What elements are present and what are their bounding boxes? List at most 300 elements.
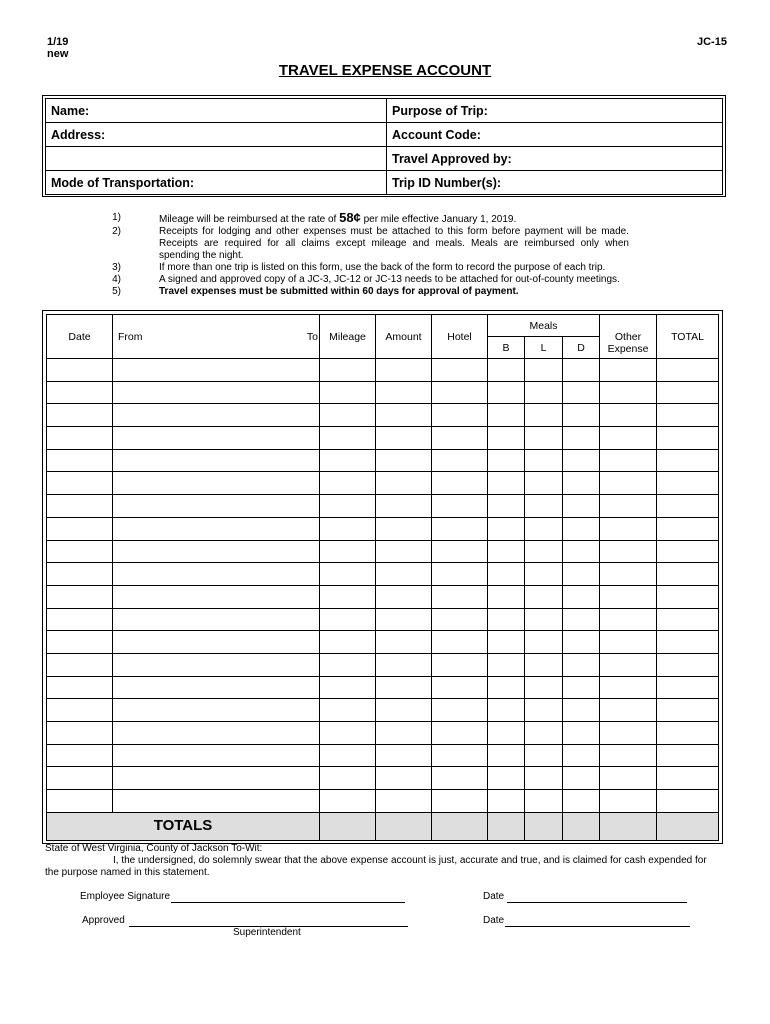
date-cell[interactable] [47,767,113,790]
expense-row [47,767,719,790]
amount-cell[interactable] [376,495,432,518]
other-expense-cell[interactable] [600,427,657,450]
dinner-total-cell[interactable] [563,812,600,840]
expense-row [47,608,719,631]
other-expense-cell[interactable] [600,699,657,722]
breakfast-cell[interactable] [488,517,525,540]
lunch-cell[interactable] [525,631,563,654]
mileage-cell[interactable] [320,790,376,813]
expense-row [47,517,719,540]
other-expense-total-cell[interactable] [600,812,657,840]
expense-row [47,449,719,472]
revision-date: 1/19 [47,36,69,48]
expense-row [47,404,719,427]
dinner-cell[interactable] [563,744,600,767]
lunch-cell[interactable] [525,767,563,790]
from-to-cell[interactable] [113,495,320,518]
note-line: Receipts are required for all claims except mileage and meals. Meals are reimbursed only when [159,238,629,249]
mileage-column-header: Mileage [320,315,376,359]
dinner-cell[interactable] [563,404,600,427]
date-cell[interactable] [47,472,113,495]
trip-info-row [46,99,723,123]
mileage-cell[interactable] [320,608,376,631]
date-column-header: Date [47,315,113,359]
mileage-cell[interactable] [320,585,376,608]
mileage-cell[interactable] [320,495,376,518]
trip-info-table [45,98,723,195]
mileage-cell[interactable] [320,427,376,450]
other-expense-cell[interactable] [600,563,657,586]
totals-label: TOTALS [47,812,320,840]
date-cell[interactable] [47,540,113,563]
total-cell[interactable] [657,767,719,790]
mileage-cell[interactable] [320,722,376,745]
total-cell[interactable] [657,540,719,563]
amount-cell[interactable] [376,381,432,404]
breakfast-cell[interactable] [488,608,525,631]
expense-row [47,585,719,608]
grand-total-cell[interactable] [657,812,719,840]
total-cell[interactable] [657,563,719,586]
from-to-cell[interactable] [113,472,320,495]
amount-cell[interactable] [376,517,432,540]
note-number: 5) [112,286,121,297]
mileage-cell[interactable] [320,517,376,540]
other-expense-cell[interactable] [600,449,657,472]
amount-cell[interactable] [376,676,432,699]
other-expense-cell[interactable] [600,676,657,699]
hotel-cell[interactable] [432,449,488,472]
approved-date-label: Date [483,915,505,926]
hotel-cell[interactable] [432,404,488,427]
expense-table [46,314,719,841]
breakfast-cell[interactable] [488,722,525,745]
account-code-field[interactable] [387,123,723,147]
lunch-cell[interactable] [525,359,563,382]
lunch-total-cell[interactable] [525,812,563,840]
total-cell[interactable] [657,517,719,540]
trip-info-row [46,123,723,147]
total-cell[interactable] [657,744,719,767]
mileage-cell[interactable] [320,381,376,404]
expense-row [47,653,719,676]
total-cell[interactable] [657,790,719,813]
date-cell[interactable] [47,631,113,654]
travel-approved-by-label: Travel Approved by: [392,151,512,166]
hotel-cell[interactable] [432,767,488,790]
lunch-cell[interactable] [525,427,563,450]
from-to-column-header [113,315,320,359]
meals-column-header: Meals [488,315,600,337]
from-to-cell[interactable] [113,631,320,654]
lunch-cell[interactable] [525,495,563,518]
mileage-cell[interactable] [320,472,376,495]
dinner-cell[interactable] [563,790,600,813]
amount-cell[interactable] [376,563,432,586]
amount-cell[interactable] [376,699,432,722]
dinner-cell[interactable] [563,472,600,495]
purpose-of-trip-field[interactable] [387,99,723,123]
note-text [159,226,629,262]
breakfast-cell[interactable] [488,767,525,790]
other-expense-cell[interactable] [600,404,657,427]
from-to-cell[interactable] [113,653,320,676]
amount-cell[interactable] [376,427,432,450]
other-expense-cell[interactable] [600,359,657,382]
form-revision [47,36,68,60]
purpose-of-trip-label: Purpose of Trip: [392,103,488,118]
mode-of-transportation-field[interactable] [46,171,387,195]
breakfast-cell[interactable] [488,790,525,813]
dinner-cell[interactable] [563,563,600,586]
breakfast-cell[interactable] [488,427,525,450]
breakfast-column-header: B [488,337,525,359]
mileage-cell[interactable] [320,563,376,586]
amount-cell[interactable] [376,608,432,631]
date-cell[interactable] [47,563,113,586]
mileage-cell[interactable] [320,767,376,790]
revision-note: new [47,48,69,60]
expense-row [47,381,719,404]
mileage-cell[interactable] [320,404,376,427]
breakfast-cell[interactable] [488,540,525,563]
expense-row [47,359,719,382]
lunch-cell[interactable] [525,472,563,495]
from-to-cell[interactable] [113,427,320,450]
address-line-2-field[interactable] [46,147,387,171]
total-column-header: TOTAL [657,315,719,359]
from-to-cell[interactable] [113,381,320,404]
expense-row [47,631,719,654]
lunch-cell[interactable] [525,449,563,472]
breakfast-cell[interactable] [488,585,525,608]
hotel-cell[interactable] [432,653,488,676]
date-cell[interactable] [47,517,113,540]
dinner-cell[interactable] [563,699,600,722]
amount-cell[interactable] [376,631,432,654]
note-line: spending the night. [159,250,244,261]
dinner-cell[interactable] [563,449,600,472]
mileage-cell[interactable] [320,653,376,676]
note-text-before: Mileage will be reimbursed at the rate of [159,214,340,225]
date-cell[interactable] [47,790,113,813]
note-text: If more than one trip is listed on this form, use the back of the form to record the purpose of each trip. [159,262,606,273]
expense-row [47,495,719,518]
date-cell[interactable] [47,404,113,427]
mode-of-transportation-label: Mode of Transportation: [51,175,195,190]
note-text: A signed and approved copy of a JC-3, JC-12 or JC-13 needs to be attached for out-of-county meetings. [159,274,620,285]
name-field[interactable] [46,99,387,123]
lunch-column-header: L [525,337,563,359]
date-cell[interactable] [47,744,113,767]
hotel-cell[interactable] [432,608,488,631]
employee-date-line[interactable] [507,902,687,903]
superintendent-label: Superintendent [233,927,301,938]
note-number: 3) [112,262,121,273]
from-to-cell[interactable] [113,449,320,472]
breakfast-cell[interactable] [488,631,525,654]
approved-date-line[interactable] [505,926,690,927]
total-cell[interactable] [657,699,719,722]
page-title-text: TRAVEL EXPENSE ACCOUNT [278,62,492,79]
amount-cell[interactable] [376,790,432,813]
breakfast-cell[interactable] [488,744,525,767]
travel-approved-by-field[interactable] [387,147,723,171]
dinner-cell[interactable] [563,676,600,699]
other-expense-column-header: Other Expense [600,315,657,359]
breakfast-total-cell[interactable] [488,812,525,840]
expense-row [47,563,719,586]
dinner-column-header: D [563,337,600,359]
other-expense-cell[interactable] [600,381,657,404]
from-to-cell[interactable] [113,585,320,608]
other-expense-cell[interactable] [600,744,657,767]
hotel-cell[interactable] [432,722,488,745]
form-code: JC-15 [697,36,727,48]
mileage-cell[interactable] [320,699,376,722]
other-expense-cell[interactable] [600,585,657,608]
oath-heading: State of West Virginia, County of Jackson To-Wit: [45,843,263,854]
date-cell[interactable] [47,381,113,404]
amount-cell[interactable] [376,585,432,608]
breakfast-cell[interactable] [488,653,525,676]
total-cell[interactable] [657,359,719,382]
trip-id-label: Trip ID Number(s): [392,175,502,190]
dinner-cell[interactable] [563,653,600,676]
breakfast-cell[interactable] [488,359,525,382]
date-cell[interactable] [47,427,113,450]
address-label: Address: [51,127,106,142]
totals-row [47,812,719,840]
total-cell[interactable] [657,449,719,472]
total-cell[interactable] [657,722,719,745]
employee-signature-line[interactable] [171,902,405,903]
mileage-cell[interactable] [320,540,376,563]
total-cell[interactable] [657,381,719,404]
mileage-cell[interactable] [320,449,376,472]
trip-info-row [46,147,723,171]
total-cell[interactable] [657,495,719,518]
breakfast-cell[interactable] [488,449,525,472]
breakfast-cell[interactable] [488,563,525,586]
account-code-label: Account Code: [392,127,481,142]
note-number: 1) [112,212,121,223]
note-item [0,274,770,286]
dinner-cell[interactable] [563,722,600,745]
hotel-cell[interactable] [432,631,488,654]
note-line: Receipts for lodging and other expenses must be attached to this form before payment will be made. [159,226,629,237]
total-cell[interactable] [657,427,719,450]
breakfast-cell[interactable] [488,676,525,699]
other-expense-cell[interactable] [600,540,657,563]
breakfast-cell[interactable] [488,381,525,404]
lunch-cell[interactable] [525,404,563,427]
note-number: 4) [112,274,121,285]
dinner-cell[interactable] [563,517,600,540]
lunch-cell[interactable] [525,790,563,813]
mileage-cell[interactable] [320,631,376,654]
other-expense-cell[interactable] [600,495,657,518]
address-field[interactable] [46,123,387,147]
total-cell[interactable] [657,608,719,631]
hotel-cell[interactable] [432,517,488,540]
amount-column-header: Amount [376,315,432,359]
hotel-cell[interactable] [432,495,488,518]
amount-cell[interactable] [376,653,432,676]
expense-row [47,744,719,767]
breakfast-cell[interactable] [488,404,525,427]
lunch-cell[interactable] [525,563,563,586]
amount-total-cell[interactable] [376,812,432,840]
page-title [0,62,770,80]
from-to-cell[interactable] [113,722,320,745]
lunch-cell[interactable] [525,653,563,676]
dinner-cell[interactable] [563,540,600,563]
date-cell[interactable] [47,359,113,382]
note-text: Travel expenses must be submitted within 60 days for approval of payment. [159,286,519,297]
hotel-cell[interactable] [432,744,488,767]
note-number: 2) [112,226,121,237]
other-expense-cell[interactable] [600,653,657,676]
dinner-cell[interactable] [563,359,600,382]
dinner-cell[interactable] [563,608,600,631]
amount-cell[interactable] [376,404,432,427]
note-item [0,226,770,261]
approved-label: Approved [82,915,125,926]
mileage-cell[interactable] [320,359,376,382]
hotel-cell[interactable] [432,790,488,813]
other-expense-cell[interactable] [600,722,657,745]
hotel-cell[interactable] [432,381,488,404]
amount-cell[interactable] [376,359,432,382]
expense-header-row [47,315,719,337]
dinner-cell[interactable] [563,495,600,518]
date-cell[interactable] [47,676,113,699]
expense-row [47,472,719,495]
date-cell[interactable] [47,495,113,518]
expense-rows [47,359,719,813]
mileage-cell[interactable] [320,744,376,767]
mileage-cell[interactable] [320,676,376,699]
dinner-cell[interactable] [563,427,600,450]
note-item [0,262,770,274]
expense-row [47,699,719,722]
note-text-after: per mile effective January 1, 2019. [360,214,517,225]
hotel-cell[interactable] [432,472,488,495]
date-cell[interactable] [47,699,113,722]
date-cell[interactable] [47,608,113,631]
hotel-cell[interactable] [432,676,488,699]
total-cell[interactable] [657,676,719,699]
hotel-column-header: Hotel [432,315,488,359]
note-item [0,212,770,224]
hotel-cell[interactable] [432,699,488,722]
employee-signature-label: Employee Signature [80,891,171,902]
from-to-cell[interactable] [113,404,320,427]
amount-cell[interactable] [376,540,432,563]
expense-row [47,427,719,450]
other-expense-cell[interactable] [600,767,657,790]
date-cell[interactable] [47,722,113,745]
amount-cell[interactable] [376,722,432,745]
from-to-cell[interactable] [113,540,320,563]
dinner-cell[interactable] [563,767,600,790]
lunch-cell[interactable] [525,381,563,404]
from-to-cell[interactable] [113,359,320,382]
lunch-cell[interactable] [525,699,563,722]
dinner-cell[interactable] [563,585,600,608]
lunch-cell[interactable] [525,540,563,563]
date-cell[interactable] [47,653,113,676]
note-item [0,286,770,298]
mileage-rate: 58¢ [339,210,361,225]
breakfast-cell[interactable] [488,495,525,518]
from-to-cell[interactable] [113,608,320,631]
hotel-total-cell[interactable] [432,812,488,840]
expense-row [47,540,719,563]
other-expense-cell[interactable] [600,631,657,654]
other-expense-cell[interactable] [600,608,657,631]
from-to-cell[interactable] [113,790,320,813]
amount-cell[interactable] [376,744,432,767]
from-to-cell[interactable] [113,699,320,722]
total-cell[interactable] [657,631,719,654]
amount-cell[interactable] [376,449,432,472]
note-text [159,212,516,226]
lunch-cell[interactable] [525,517,563,540]
hotel-cell[interactable] [432,427,488,450]
lunch-cell[interactable] [525,608,563,631]
expense-row [47,790,719,813]
hotel-cell[interactable] [432,359,488,382]
expense-row [47,676,719,699]
breakfast-cell[interactable] [488,699,525,722]
from-to-cell[interactable] [113,563,320,586]
other-expense-cell[interactable] [600,790,657,813]
dinner-cell[interactable] [563,631,600,654]
name-label: Name: [51,103,90,118]
from-to-cell[interactable] [113,744,320,767]
from-to-cell[interactable] [113,676,320,699]
oath-statement: I, the undersigned, do solemnly swear that the above expense account is just, accurate and true, and is claimed for cash expended for the purpose named in this statement. [45,855,707,878]
lunch-cell[interactable] [525,585,563,608]
from-to-cell[interactable] [113,767,320,790]
lunch-cell[interactable] [525,722,563,745]
dinner-cell[interactable] [563,381,600,404]
total-cell[interactable] [657,585,719,608]
mileage-total-cell[interactable] [320,812,376,840]
date-cell[interactable] [47,585,113,608]
lunch-cell[interactable] [525,676,563,699]
hotel-cell[interactable] [432,563,488,586]
employee-date-label: Date [483,891,505,902]
hotel-cell[interactable] [432,540,488,563]
from-to-cell[interactable] [113,517,320,540]
total-cell[interactable] [657,404,719,427]
breakfast-cell[interactable] [488,472,525,495]
hotel-cell[interactable] [432,585,488,608]
lunch-cell[interactable] [525,744,563,767]
other-expense-cell[interactable] [600,472,657,495]
trip-info-row [46,171,723,195]
total-cell[interactable] [657,653,719,676]
date-cell[interactable] [47,449,113,472]
trip-id-field[interactable] [387,171,723,195]
other-expense-cell[interactable] [600,517,657,540]
total-cell[interactable] [657,472,719,495]
amount-cell[interactable] [376,472,432,495]
amount-cell[interactable] [376,767,432,790]
